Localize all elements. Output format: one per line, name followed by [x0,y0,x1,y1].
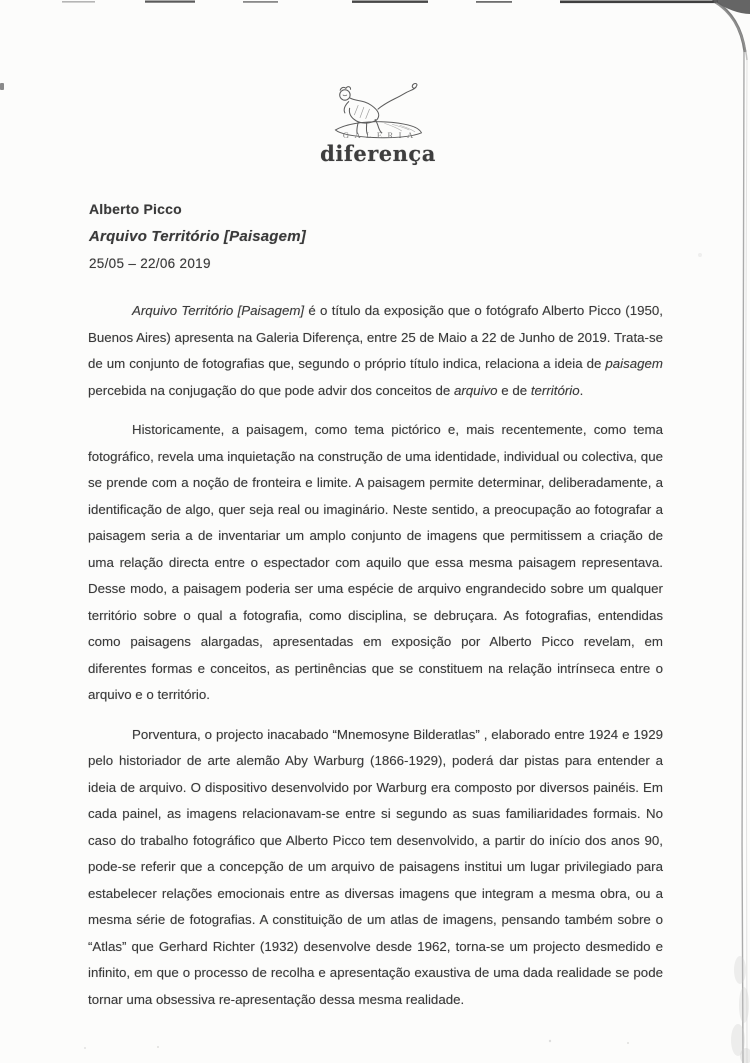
exhibition-header [89,196,306,277]
paragraph [88,298,663,404]
text-run-italic: paisagem [605,356,663,371]
logo-gallery-name: diferença [320,141,436,166]
text-run-italic: arquivo [453,382,498,398]
exhibition-title: Arquivo Território [Paisagem] [89,228,306,245]
scan-edge-right [742,50,747,1063]
exhibition-dates: 25/05 – 22/06 2019 [89,256,211,271]
text-run: . [579,382,584,398]
paragraph [88,722,663,1014]
text-run-italic: Arquivo Território [Paisagem] [132,303,305,318]
artist-name: Alberto Picco [89,201,182,217]
scan-edge-left-nick [0,83,4,90]
text-run-italic: território [530,382,580,398]
text-run: é o título da exposição que o fotógrafo Alberto Picco (1950, Buenos Aires) apresenta na Galeria Diferença, entre 25 de Maio a 22 de Junho de 2019. Trata-se de um conjunto de fotografias que, segundo o próprio título indica, relaciona a ideia de [88,303,663,371]
scan-corner-top-right [712,0,750,60]
text-run: Historicamente, a paisagem, como tema pictórico e, mais recentemente, como tema fotográfico, revela uma inquietação na construção de uma identidade, individual ou colectiva, que se prende com a noção de fronteira e limite. A paisagem permite determinar, deliberadamente, a identificação de algo, quer seja real ou imaginário. Neste sentido, a preocupação ao fotografar a paisagem seria a de inventariar um amplo conjunto de imagens que permitissem a criação de uma relação directa entre o espectador com aquilo que essa mesma paisagem representava. Desse modo, a paisagem poderia ser uma espécie de arquivo engrandecido sobre um qualquer território sobre o qual a fotografia, como disciplina, se debruçara. As fotografias, entendidas como paisagens alargadas, apresentadas em exposição por Alberto Picco revelam, em diferentes formas e conceitos, as pertinências que se constituem na relação intrínseca entre o arquivo e o território. [88,422,663,702]
text-run: e de [497,382,531,398]
gallery-logo [313,82,443,166]
text-run: percebida na conjugação do que pode advir dos conceitos de [88,382,454,398]
text-run: Porventura, o projecto inacabado “Mnemosyne Bilderatlas” , elaborado entre 1924 e 1929 pelo historiador de arte alemão Aby Warburg (1866-1929), poderá dar pistas para entender a ideia de arquivo. O dispositivo desenvolvido por Warburg era composto por diversos painéis. Em cada painel, as imagens relacionavam-se entre si segundo as suas familiaridades formais. No caso do trabalho fotográfico que Alberto Picco tem desenvolvido, a partir do início dos anos 90, pode-se referir que a concepção de um arquivo de paisagens institui um lugar privilegiado para estabelecer relações emocionais entre as diversas imagens que integram a mesma obra, ou a mesma série de fotografias. A constituição de um atlas de imagens, pensando também sobre o “Atlas” que Gerhard Richter (1932) desenvolve desde 1962, torna-se um projecto desmedido e infinito, em que o processo de recolha e apresentação exaustiva de uma dada realidade se pode tornar uma obsessiva re-apresentação dessa mesma realidade. [88,726,663,1007]
scan-edge-top [62,1,718,4]
paragraph [88,417,663,709]
article [88,298,663,1026]
logo-gallery-label: GALERIA [342,130,419,140]
